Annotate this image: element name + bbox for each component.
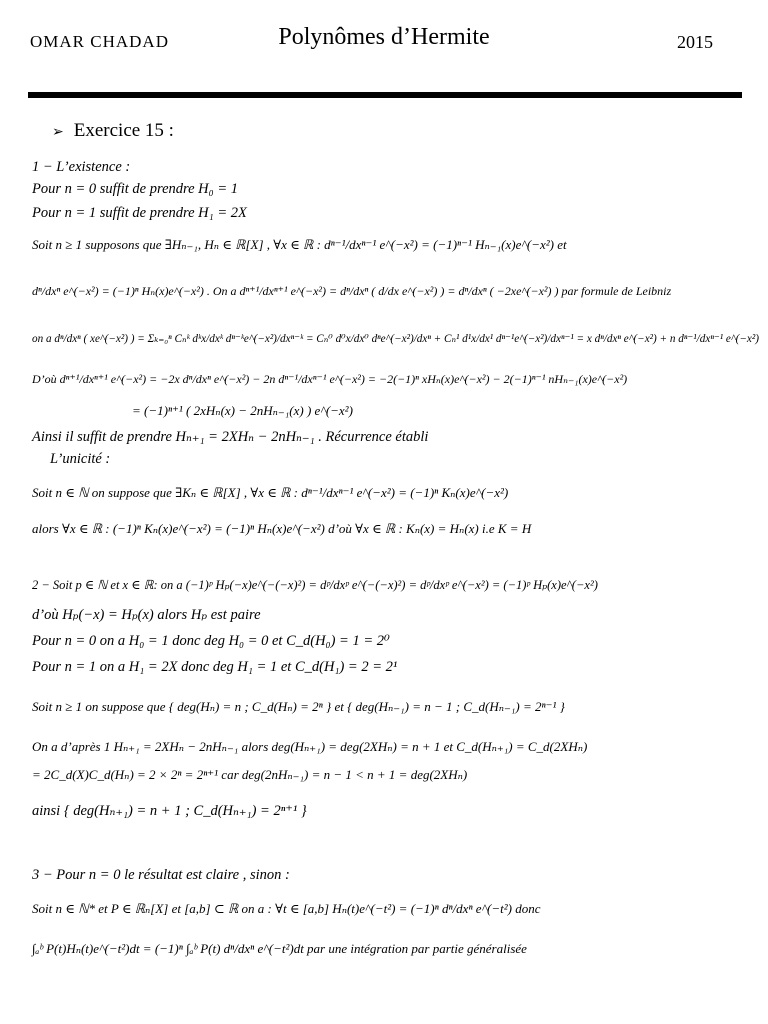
text-line: ∫ₐᵇ P(t)Hₙ(t)e^(−t²)dt = (−1)ⁿ ∫ₐᵇ P(t) dⁿ/dxⁿ e^(−t²)dt par une intégration par partie généralisée	[32, 941, 527, 956]
author-name: OMAR CHADAD	[30, 32, 169, 51]
page-header	[0, 0, 768, 100]
header-rule	[28, 92, 742, 98]
text-line: Soit n ∈ ℕ on suppose que ∃Kₙ ∈ ℝ[X] , ∀x ∈ ℝ : dⁿ⁻¹/dxⁿ⁻¹ e^(−x²) = (−1)ⁿ Kₙ(x)e^(−x²)	[32, 485, 509, 500]
text-line: Soit n ≥ 1 supposons que ∃Hₙ₋₁, Hₙ ∈ ℝ[X] , ∀x ∈ ℝ : dⁿ⁻¹/dxⁿ⁻¹ e^(−x²) = (−1)ⁿ⁻¹ Hₙ₋₁(x)e^(−x²) et	[32, 237, 567, 252]
text-line: Pour n = 1 suffit de prendre H₁ = 2X	[32, 205, 247, 221]
text-line: d’où Hₚ(−x) = Hₚ(x) alors Hₚ est paire	[32, 607, 261, 623]
text-line: Pour n = 1 on a H₁ = 2X donc deg H₁ = 1 et C_d(H₁) = 2 = 2¹	[32, 659, 398, 675]
document-title: Polynômes d’Hermite	[278, 24, 490, 50]
exercise-title: Exercice 15 :	[73, 120, 174, 141]
document-year: 2015	[677, 32, 713, 52]
text-line: Soit n ≥ 1 on suppose que { deg(Hₙ) = n ; C_d(Hₙ) = 2ⁿ } et { deg(Hₙ₋₁) = n − 1 ; C_d(Hₙ₋₁) = 2ⁿ⁻¹ }	[32, 699, 565, 714]
text-line: 3 − Pour n = 0 le résultat est claire , sinon :	[32, 867, 290, 883]
text-line: ainsi { deg(Hₙ₊₁) = n + 1 ; C_d(Hₙ₊₁) = 2ⁿ⁺¹ }	[32, 803, 307, 819]
text-line: on a dⁿ/dxⁿ ( xe^(−x²) ) = Σₖ₌₀ⁿ Cₙᵏ dᵏx/dxᵏ dⁿ⁻ᵏe^(−x²)/dxⁿ⁻ᵏ = Cₙ⁰ d⁰x/dx⁰ dⁿe^(−x²)/dxⁿ + Cₙ¹ d¹x/dx¹ dⁿ⁻¹e^(−x²)/dxⁿ⁻¹ = x dⁿ/dxⁿ e^(−x²) + n dⁿ⁻¹/dxⁿ⁻¹ e^(−x²)	[32, 333, 759, 345]
text-line: L’unicité :	[50, 451, 111, 467]
text-line: Soit n ∈ ℕ* et P ∈ ℝₙ[X] et [a,b] ⊂ ℝ on a : ∀t ∈ [a,b] Hₙ(t)e^(−t²) = (−1)ⁿ dⁿ/dxⁿ e^(−t²) donc	[32, 901, 541, 916]
text-line: On a d’après 1 Hₙ₊₁ = 2XHₙ − 2nHₙ₋₁ alors deg(Hₙ₊₁) = deg(2XHₙ) = n + 1 et C_d(Hₙ₊₁) = C_d(2XHₙ)	[32, 739, 588, 754]
text-line: = 2C_d(X)C_d(Hₙ) = 2 × 2ⁿ = 2ⁿ⁺¹ car deg(2nHₙ₋₁) = n − 1 < n + 1 = deg(2XHₙ)	[32, 767, 468, 782]
text-line: 1 − L’existence :	[32, 159, 131, 175]
text-line: Ainsi il suffit de prendre Hₙ₊₁ = 2XHₙ − 2nHₙ₋₁ . Récurrence établi	[32, 429, 429, 445]
text-line: D’où dⁿ⁺¹/dxⁿ⁺¹ e^(−x²) = −2x dⁿ/dxⁿ e^(−x²) − 2n dⁿ⁻¹/dxⁿ⁻¹ e^(−x²) = −2(−1)ⁿ xHₙ(x)e^(−x²) − 2(−1)ⁿ⁻¹ nHₙ₋₁(x)e^(−x²)	[32, 372, 628, 386]
text-line: dⁿ/dxⁿ e^(−x²) = (−1)ⁿ Hₙ(x)e^(−x²) . On a dⁿ⁺¹/dxⁿ⁺¹ e^(−x²) = dⁿ/dxⁿ ( d/dx e^(−x²) ) = dⁿ/dxⁿ ( −2xe^(−x²) ) par formule de Leibniz	[32, 284, 672, 298]
text-line: Pour n = 0 on a H₀ = 1 donc deg H₀ = 0 et C_d(H₀) = 1 = 2⁰	[32, 633, 390, 649]
text-line: = (−1)ⁿ⁺¹ ( 2xHₙ(x) − 2nHₙ₋₁(x) ) e^(−x²)	[132, 403, 353, 418]
text-line: 2 − Soit p ∈ ℕ et x ∈ ℝ: on a (−1)ᵖ Hₚ(−x)e^(−(−x)²) = dᵖ/dxᵖ e^(−(−x)²) = dᵖ/dxᵖ e^(−x²) = (−1)ᵖ Hₚ(x)e^(−x²)	[32, 578, 598, 592]
text-line: Pour n = 0 suffit de prendre H₀ = 1	[32, 181, 238, 197]
exercise-heading	[52, 120, 174, 142]
arrow-bullet-icon: ➢	[52, 124, 64, 140]
text-line: alors ∀x ∈ ℝ : (−1)ⁿ Kₙ(x)e^(−x²) = (−1)ⁿ Hₙ(x)e^(−x²) d’où ∀x ∈ ℝ : Kₙ(x) = Hₙ(x) i.e K = H	[32, 521, 532, 536]
